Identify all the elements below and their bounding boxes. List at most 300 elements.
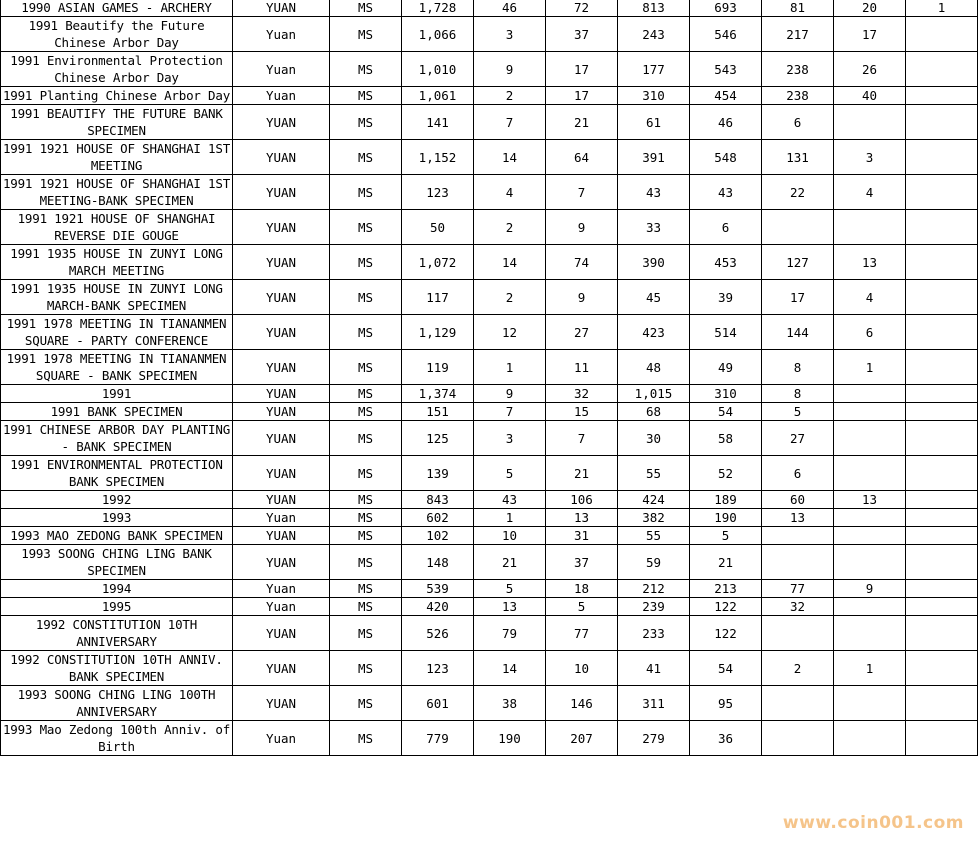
grade-cell: MS	[330, 421, 402, 456]
pop-col-7-cell	[906, 350, 978, 385]
pop-col-6-cell: 3	[834, 140, 906, 175]
pop-col-3-cell: 48	[618, 350, 690, 385]
pop-col-6-cell	[834, 598, 906, 616]
pop-col-1-cell: 9	[474, 385, 546, 403]
total-cell: 123	[402, 175, 474, 210]
pop-col-1-cell: 14	[474, 651, 546, 686]
coin-name-cell: 1991 1921 HOUSE OF SHANGHAI REVERSE DIE GOUGE	[1, 210, 233, 245]
table-row	[1, 87, 978, 105]
pop-col-5-cell: 32	[762, 598, 834, 616]
pop-col-4-cell: 49	[690, 350, 762, 385]
denomination-cell: Yuan	[233, 580, 330, 598]
coin-name-cell: 1993 MAO ZEDONG BANK SPECIMEN	[1, 527, 233, 545]
coin-name-cell: 1993	[1, 509, 233, 527]
pop-col-5-cell: 60	[762, 491, 834, 509]
table-row	[1, 598, 978, 616]
table-row	[1, 651, 978, 686]
denomination-cell: YUAN	[233, 315, 330, 350]
total-cell: 141	[402, 105, 474, 140]
pop-col-2-cell: 7	[546, 175, 618, 210]
pop-col-2-cell: 106	[546, 491, 618, 509]
grade-cell: MS	[330, 491, 402, 509]
pop-col-6-cell	[834, 721, 906, 756]
pop-col-7-cell	[906, 456, 978, 491]
pop-col-4-cell: 693	[690, 0, 762, 17]
coin-name-cell: 1991 CHINESE ARBOR DAY PLANTING - BANK SPECIMEN	[1, 421, 233, 456]
denomination-cell: Yuan	[233, 17, 330, 52]
pop-col-2-cell: 207	[546, 721, 618, 756]
pop-col-7-cell	[906, 598, 978, 616]
pop-col-7-cell	[906, 87, 978, 105]
pop-col-1-cell: 2	[474, 280, 546, 315]
denomination-cell: YUAN	[233, 210, 330, 245]
pop-col-2-cell: 10	[546, 651, 618, 686]
pop-col-6-cell	[834, 210, 906, 245]
table-row	[1, 245, 978, 280]
pop-col-3-cell: 61	[618, 105, 690, 140]
pop-col-2-cell: 17	[546, 52, 618, 87]
denomination-cell: YUAN	[233, 140, 330, 175]
coin-name-cell: 1991 Beautify the Future Chinese Arbor Day	[1, 17, 233, 52]
pop-col-1-cell: 9	[474, 52, 546, 87]
pop-col-7-cell	[906, 721, 978, 756]
pop-col-1-cell: 13	[474, 598, 546, 616]
pop-col-5-cell: 17	[762, 280, 834, 315]
pop-col-7-cell: 1	[906, 0, 978, 17]
pop-col-6-cell	[834, 527, 906, 545]
pop-col-2-cell: 27	[546, 315, 618, 350]
pop-col-7-cell	[906, 140, 978, 175]
pop-col-4-cell: 54	[690, 403, 762, 421]
pop-col-5-cell: 144	[762, 315, 834, 350]
pop-col-1-cell: 14	[474, 245, 546, 280]
pop-col-1-cell: 5	[474, 456, 546, 491]
coin-name-cell: 1993 SOONG CHING LING 100TH ANNIVERSARY	[1, 686, 233, 721]
grade-cell: MS	[330, 315, 402, 350]
grade-cell: MS	[330, 280, 402, 315]
table-row	[1, 421, 978, 456]
pop-col-5-cell: 5	[762, 403, 834, 421]
table-row	[1, 721, 978, 756]
pop-col-4-cell: 54	[690, 651, 762, 686]
grade-cell: MS	[330, 456, 402, 491]
pop-col-6-cell: 1	[834, 651, 906, 686]
pop-col-2-cell: 74	[546, 245, 618, 280]
denomination-cell: Yuan	[233, 509, 330, 527]
pop-col-5-cell: 77	[762, 580, 834, 598]
grade-cell: MS	[330, 210, 402, 245]
pop-col-5-cell: 27	[762, 421, 834, 456]
pop-col-3-cell: 310	[618, 87, 690, 105]
coin-name-cell: 1993 SOONG CHING LING BANK SPECIMEN	[1, 545, 233, 580]
pop-col-4-cell: 46	[690, 105, 762, 140]
pop-col-3-cell: 55	[618, 456, 690, 491]
coin-name-cell: 1991 1921 HOUSE OF SHANGHAI 1ST MEETING	[1, 140, 233, 175]
pop-col-4-cell: 453	[690, 245, 762, 280]
table-row	[1, 456, 978, 491]
denomination-cell: YUAN	[233, 403, 330, 421]
denomination-cell: Yuan	[233, 87, 330, 105]
pop-col-1-cell: 2	[474, 87, 546, 105]
coin-name-cell: 1990 ASIAN GAMES - ARCHERY	[1, 0, 233, 17]
pop-col-4-cell: 122	[690, 616, 762, 651]
pop-col-3-cell: 279	[618, 721, 690, 756]
pop-col-7-cell	[906, 52, 978, 87]
pop-col-6-cell: 13	[834, 491, 906, 509]
total-cell: 1,061	[402, 87, 474, 105]
pop-col-2-cell: 37	[546, 17, 618, 52]
pop-col-5-cell: 238	[762, 87, 834, 105]
pop-col-3-cell: 243	[618, 17, 690, 52]
pop-col-5-cell	[762, 545, 834, 580]
pop-col-6-cell: 4	[834, 175, 906, 210]
pop-col-7-cell	[906, 17, 978, 52]
pop-col-2-cell: 9	[546, 210, 618, 245]
pop-col-6-cell	[834, 105, 906, 140]
pop-col-3-cell: 45	[618, 280, 690, 315]
pop-col-1-cell: 12	[474, 315, 546, 350]
grade-cell: MS	[330, 721, 402, 756]
denomination-cell: YUAN	[233, 651, 330, 686]
pop-col-3-cell: 423	[618, 315, 690, 350]
grade-cell: MS	[330, 616, 402, 651]
pop-col-6-cell	[834, 421, 906, 456]
pop-col-4-cell: 58	[690, 421, 762, 456]
coin-name-cell: 1991 1978 MEETING IN TIANANMEN SQUARE - BANK SPECIMEN	[1, 350, 233, 385]
pop-col-2-cell: 5	[546, 598, 618, 616]
pop-col-2-cell: 11	[546, 350, 618, 385]
pop-col-1-cell: 10	[474, 527, 546, 545]
grade-cell: MS	[330, 17, 402, 52]
total-cell: 117	[402, 280, 474, 315]
coin-name-cell: 1992	[1, 491, 233, 509]
grade-cell: MS	[330, 509, 402, 527]
pop-col-1-cell: 79	[474, 616, 546, 651]
total-cell: 125	[402, 421, 474, 456]
total-cell: 139	[402, 456, 474, 491]
pop-col-4-cell: 213	[690, 580, 762, 598]
coin-name-cell: 1993 Mao Zedong 100th Anniv. of Birth	[1, 721, 233, 756]
pop-col-1-cell: 190	[474, 721, 546, 756]
pop-col-3-cell: 424	[618, 491, 690, 509]
total-cell: 102	[402, 527, 474, 545]
table-row	[1, 403, 978, 421]
total-cell: 1,010	[402, 52, 474, 87]
coin-name-cell: 1991 1978 MEETING IN TIANANMEN SQUARE - PARTY CONFERENCE	[1, 315, 233, 350]
pop-col-1-cell: 2	[474, 210, 546, 245]
table-row	[1, 385, 978, 403]
pop-col-6-cell	[834, 456, 906, 491]
watermark: www.coin001.com	[782, 813, 964, 833]
table-row	[1, 350, 978, 385]
denomination-cell: YUAN	[233, 545, 330, 580]
table-row	[1, 580, 978, 598]
pop-col-1-cell: 3	[474, 17, 546, 52]
pop-col-3-cell: 59	[618, 545, 690, 580]
pop-col-6-cell	[834, 385, 906, 403]
total-cell: 123	[402, 651, 474, 686]
coin-name-cell: 1995	[1, 598, 233, 616]
pop-col-7-cell	[906, 527, 978, 545]
pop-col-6-cell	[834, 545, 906, 580]
grade-cell: MS	[330, 52, 402, 87]
pop-col-1-cell: 43	[474, 491, 546, 509]
pop-col-5-cell	[762, 686, 834, 721]
pop-col-4-cell: 122	[690, 598, 762, 616]
pop-col-7-cell	[906, 686, 978, 721]
grade-cell: MS	[330, 527, 402, 545]
total-cell: 526	[402, 616, 474, 651]
denomination-cell: YUAN	[233, 421, 330, 456]
pop-col-7-cell	[906, 175, 978, 210]
grade-cell: MS	[330, 140, 402, 175]
pop-col-5-cell: 127	[762, 245, 834, 280]
pop-col-3-cell: 382	[618, 509, 690, 527]
denomination-cell: YUAN	[233, 456, 330, 491]
total-cell: 601	[402, 686, 474, 721]
table-row	[1, 140, 978, 175]
pop-col-5-cell: 81	[762, 0, 834, 17]
coin-name-cell: 1991 ENVIRONMENTAL PROTECTION BANK SPECIMEN	[1, 456, 233, 491]
pop-col-5-cell: 8	[762, 385, 834, 403]
pop-col-5-cell: 131	[762, 140, 834, 175]
table-row	[1, 0, 978, 17]
pop-col-7-cell	[906, 210, 978, 245]
pop-col-3-cell: 390	[618, 245, 690, 280]
total-cell: 420	[402, 598, 474, 616]
grade-cell: MS	[330, 686, 402, 721]
table-row	[1, 491, 978, 509]
pop-col-3-cell: 233	[618, 616, 690, 651]
pop-col-7-cell	[906, 403, 978, 421]
denomination-cell: YUAN	[233, 616, 330, 651]
pop-col-2-cell: 17	[546, 87, 618, 105]
pop-col-1-cell: 7	[474, 403, 546, 421]
pop-col-2-cell: 37	[546, 545, 618, 580]
denomination-cell: YUAN	[233, 385, 330, 403]
pop-col-1-cell: 4	[474, 175, 546, 210]
pop-col-2-cell: 15	[546, 403, 618, 421]
total-cell: 1,374	[402, 385, 474, 403]
denomination-cell: YUAN	[233, 686, 330, 721]
pop-col-4-cell: 6	[690, 210, 762, 245]
pop-col-4-cell: 543	[690, 52, 762, 87]
grade-cell: MS	[330, 105, 402, 140]
denomination-cell: YUAN	[233, 280, 330, 315]
grade-cell: MS	[330, 385, 402, 403]
pop-col-2-cell: 64	[546, 140, 618, 175]
pop-col-2-cell: 9	[546, 280, 618, 315]
pop-col-3-cell: 68	[618, 403, 690, 421]
pop-col-3-cell: 311	[618, 686, 690, 721]
denomination-cell: YUAN	[233, 105, 330, 140]
pop-col-1-cell: 3	[474, 421, 546, 456]
pop-col-7-cell	[906, 509, 978, 527]
denomination-cell: Yuan	[233, 721, 330, 756]
table-row	[1, 52, 978, 87]
pop-col-2-cell: 21	[546, 105, 618, 140]
table-row	[1, 616, 978, 651]
grade-cell: MS	[330, 403, 402, 421]
pop-col-4-cell: 454	[690, 87, 762, 105]
pop-col-4-cell: 36	[690, 721, 762, 756]
pop-col-2-cell: 146	[546, 686, 618, 721]
pop-col-5-cell: 238	[762, 52, 834, 87]
pop-col-2-cell: 72	[546, 0, 618, 17]
table-row	[1, 280, 978, 315]
pop-col-7-cell	[906, 580, 978, 598]
pop-col-3-cell: 813	[618, 0, 690, 17]
grade-cell: MS	[330, 651, 402, 686]
pop-col-4-cell: 514	[690, 315, 762, 350]
pop-col-3-cell: 239	[618, 598, 690, 616]
denomination-cell: Yuan	[233, 52, 330, 87]
coin-name-cell: 1992 CONSTITUTION 10TH ANNIVERSARY	[1, 616, 233, 651]
pop-col-3-cell: 391	[618, 140, 690, 175]
total-cell: 1,129	[402, 315, 474, 350]
pop-col-7-cell	[906, 280, 978, 315]
pop-col-5-cell: 8	[762, 350, 834, 385]
pop-col-3-cell: 212	[618, 580, 690, 598]
table-row	[1, 315, 978, 350]
denomination-cell: YUAN	[233, 350, 330, 385]
table-row	[1, 686, 978, 721]
pop-col-4-cell: 310	[690, 385, 762, 403]
denomination-cell: YUAN	[233, 491, 330, 509]
pop-col-7-cell	[906, 545, 978, 580]
pop-col-4-cell: 95	[690, 686, 762, 721]
total-cell: 50	[402, 210, 474, 245]
pop-col-4-cell: 21	[690, 545, 762, 580]
table-row	[1, 545, 978, 580]
coin-name-cell: 1991	[1, 385, 233, 403]
pop-col-5-cell	[762, 210, 834, 245]
grade-cell: MS	[330, 0, 402, 17]
total-cell: 1,728	[402, 0, 474, 17]
pop-col-2-cell: 21	[546, 456, 618, 491]
table-row	[1, 105, 978, 140]
grade-cell: MS	[330, 545, 402, 580]
pop-col-4-cell: 5	[690, 527, 762, 545]
grade-cell: MS	[330, 175, 402, 210]
pop-col-6-cell: 1	[834, 350, 906, 385]
pop-col-1-cell: 7	[474, 105, 546, 140]
table-row	[1, 17, 978, 52]
pop-col-2-cell: 13	[546, 509, 618, 527]
pop-col-4-cell: 190	[690, 509, 762, 527]
total-cell: 1,152	[402, 140, 474, 175]
table-row	[1, 210, 978, 245]
total-cell: 148	[402, 545, 474, 580]
coin-name-cell: 1991 BEAUTIFY THE FUTURE BANK SPECIMEN	[1, 105, 233, 140]
table-row	[1, 509, 978, 527]
pop-col-3-cell: 1,015	[618, 385, 690, 403]
denomination-cell: Yuan	[233, 598, 330, 616]
pop-col-7-cell	[906, 245, 978, 280]
coin-name-cell: 1991 1935 HOUSE IN ZUNYI LONG MARCH-BANK SPECIMEN	[1, 280, 233, 315]
pop-col-6-cell	[834, 686, 906, 721]
pop-col-1-cell: 5	[474, 580, 546, 598]
pop-col-1-cell: 38	[474, 686, 546, 721]
pop-col-2-cell: 18	[546, 580, 618, 598]
pop-col-2-cell: 7	[546, 421, 618, 456]
coin-name-cell: 1991 Planting Chinese Arbor Day	[1, 87, 233, 105]
pop-col-1-cell: 1	[474, 350, 546, 385]
pop-col-3-cell: 43	[618, 175, 690, 210]
pop-col-6-cell: 40	[834, 87, 906, 105]
coin-name-cell: 1991 BANK SPECIMEN	[1, 403, 233, 421]
grade-cell: MS	[330, 580, 402, 598]
pop-col-4-cell: 546	[690, 17, 762, 52]
pop-col-5-cell: 2	[762, 651, 834, 686]
pop-col-5-cell: 22	[762, 175, 834, 210]
pop-col-6-cell: 20	[834, 0, 906, 17]
pop-col-5-cell: 13	[762, 509, 834, 527]
denomination-cell: YUAN	[233, 527, 330, 545]
pop-col-3-cell: 55	[618, 527, 690, 545]
coin-name-cell: 1992 CONSTITUTION 10TH ANNIV. BANK SPECIMEN	[1, 651, 233, 686]
total-cell: 1,072	[402, 245, 474, 280]
coin-name-cell: 1991 1935 HOUSE IN ZUNYI LONG MARCH MEETING	[1, 245, 233, 280]
pop-col-7-cell	[906, 105, 978, 140]
table-row	[1, 527, 978, 545]
pop-col-4-cell: 548	[690, 140, 762, 175]
pop-col-7-cell	[906, 315, 978, 350]
pop-col-6-cell	[834, 403, 906, 421]
pop-col-2-cell: 32	[546, 385, 618, 403]
pop-col-7-cell	[906, 651, 978, 686]
pop-col-4-cell: 43	[690, 175, 762, 210]
total-cell: 602	[402, 509, 474, 527]
pop-col-3-cell: 177	[618, 52, 690, 87]
pop-col-1-cell: 14	[474, 140, 546, 175]
pop-col-6-cell: 17	[834, 17, 906, 52]
denomination-cell: YUAN	[233, 175, 330, 210]
pop-col-6-cell: 4	[834, 280, 906, 315]
pop-col-3-cell: 33	[618, 210, 690, 245]
coin-name-cell: 1991 Environmental Protection Chinese Arbor Day	[1, 52, 233, 87]
pop-col-7-cell	[906, 616, 978, 651]
pop-col-6-cell	[834, 509, 906, 527]
pop-col-6-cell: 9	[834, 580, 906, 598]
pop-col-4-cell: 39	[690, 280, 762, 315]
pop-col-6-cell: 6	[834, 315, 906, 350]
denomination-cell: YUAN	[233, 0, 330, 17]
pop-col-6-cell: 13	[834, 245, 906, 280]
pop-col-4-cell: 189	[690, 491, 762, 509]
pop-col-5-cell	[762, 616, 834, 651]
total-cell: 539	[402, 580, 474, 598]
grade-cell: MS	[330, 87, 402, 105]
pop-col-7-cell	[906, 385, 978, 403]
total-cell: 151	[402, 403, 474, 421]
pop-col-2-cell: 31	[546, 527, 618, 545]
pop-col-1-cell: 21	[474, 545, 546, 580]
pop-col-5-cell	[762, 721, 834, 756]
pop-col-2-cell: 77	[546, 616, 618, 651]
table-row	[1, 175, 978, 210]
total-cell: 843	[402, 491, 474, 509]
pop-col-3-cell: 30	[618, 421, 690, 456]
pop-col-6-cell	[834, 616, 906, 651]
pop-col-5-cell	[762, 527, 834, 545]
grade-cell: MS	[330, 598, 402, 616]
pop-col-3-cell: 41	[618, 651, 690, 686]
table-body	[1, 0, 978, 756]
denomination-cell: YUAN	[233, 245, 330, 280]
pop-col-1-cell: 46	[474, 0, 546, 17]
grade-cell: MS	[330, 245, 402, 280]
